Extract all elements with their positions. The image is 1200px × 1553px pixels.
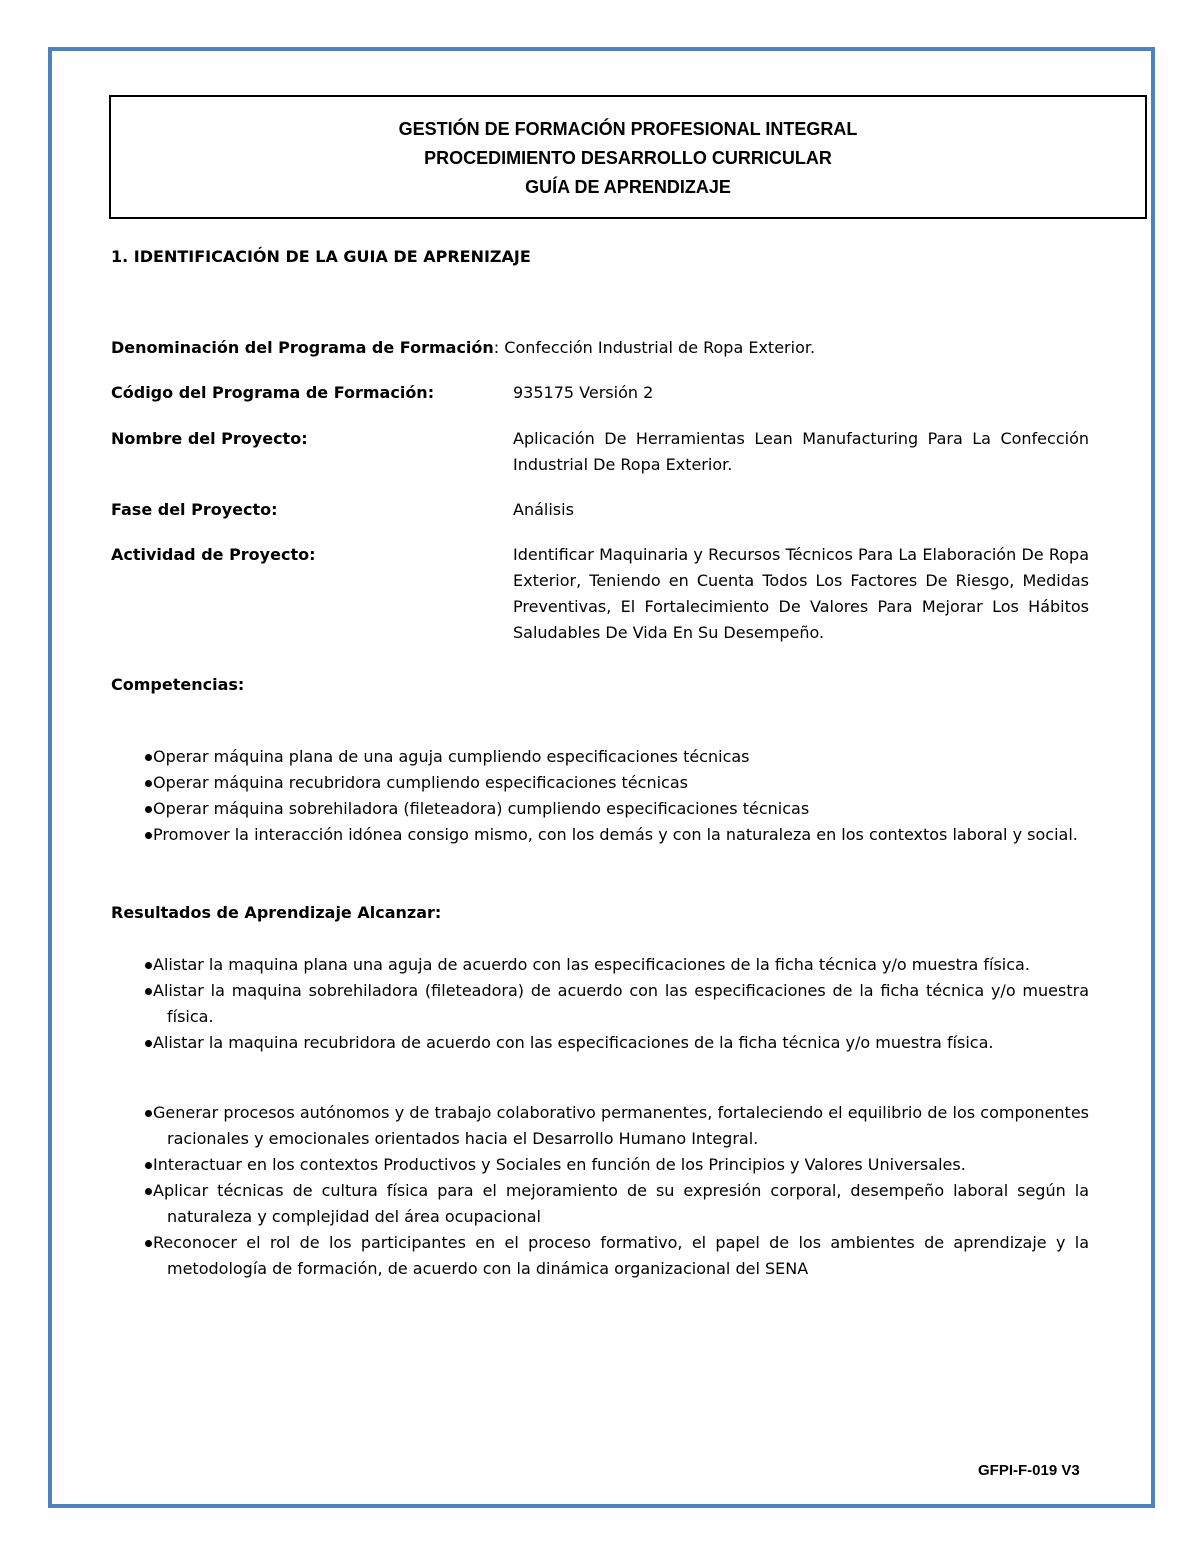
list-item: Alistar la maquina plana una aguja de acuerdo con las especificaciones de la ficha técnica y/o muestra física. — [111, 952, 1089, 978]
bullet-icon — [145, 780, 152, 787]
document-code: GFPI-F-019 V3 — [978, 1462, 1080, 1479]
document-header — [109, 95, 1147, 219]
field-value: 935175 Versión 2 — [513, 383, 654, 402]
list-item: Operar máquina sobrehiladora (fileteadora) cumpliendo especificaciones técnicas — [111, 796, 1089, 822]
bullet-icon — [145, 1110, 152, 1117]
bullet-icon — [145, 806, 152, 813]
bullet-icon — [145, 988, 152, 995]
bullet-icon — [145, 1188, 152, 1195]
header-title-2: PROCEDIMIENTO DESARROLLO CURRICULAR — [424, 148, 832, 168]
list-item: Operar máquina plana de una aguja cumpliendo especificaciones técnicas — [111, 744, 1089, 770]
field-label: Código del Programa de Formación: — [111, 383, 435, 402]
list-item: Promover la interacción idónea consigo mismo, con los demás y con la naturaleza en los contextos laboral y social. — [111, 822, 1089, 848]
bullet-icon — [145, 1240, 152, 1247]
header-title-1: GESTIÓN DE FORMACIÓN PROFESIONAL INTEGRAL — [398, 119, 858, 139]
list-item: Operar máquina recubridora cumpliendo especificaciones técnicas — [111, 770, 1089, 796]
resultados-list-a — [111, 952, 1089, 1056]
competencias-title: Competencias: — [111, 675, 245, 694]
list-item: Alistar la maquina recubridora de acuerdo con las especificaciones de la ficha técnica y/o muestra física. — [111, 1030, 1089, 1056]
list-item: Reconocer el rol de los participantes en el proceso formativo, el papel de los ambientes de aprendizaje y la metodología de formación, de acuerdo con la dinámica organizacional del SENA — [111, 1230, 1089, 1282]
header-title-3: GUÍA DE APRENDIZAJE — [525, 177, 731, 197]
bullet-icon — [145, 962, 152, 969]
field-label: Nombre del Proyecto: — [111, 429, 308, 448]
list-item: Alistar la maquina sobrehiladora (fileteadora) de acuerdo con las especificaciones de la ficha técnica y/o muestra física. — [111, 978, 1089, 1030]
bullet-icon — [145, 1040, 152, 1047]
resultados-list-b — [111, 1100, 1089, 1282]
bullet-icon — [145, 754, 152, 761]
field-label: Actividad de Proyecto: — [111, 545, 316, 564]
list-item: Interactuar en los contextos Productivos y Sociales en función de los Principios y Valores Universales. — [111, 1152, 1089, 1178]
field-value: Análisis — [513, 500, 574, 519]
field-label: Fase del Proyecto: — [111, 500, 278, 519]
bullet-icon — [145, 1162, 152, 1169]
section-title: 1. IDENTIFICACIÓN DE LA GUIA DE APRENIZAJE — [111, 247, 531, 266]
program-value: : Confección Industrial de Ropa Exterior. — [493, 338, 816, 357]
list-item: Generar procesos autónomos y de trabajo colaborativo permanentes, fortaleciendo el equilibrio de los componentes racionales y emocionales orientados hacia el Desarrollo Humano Integral. — [111, 1100, 1089, 1152]
field-value: Aplicación De Herramientas Lean Manufacturing Para La Confección Industrial De Ropa Exterior. — [513, 429, 1089, 474]
competencias-list — [111, 744, 1089, 848]
list-item: Aplicar técnicas de cultura física para el mejoramiento de su expresión corporal, desempeño laboral según la naturaleza y complejidad del área ocupacional — [111, 1178, 1089, 1230]
field-value: Identificar Maquinaria y Recursos Técnicos Para La Elaboración De Ropa Exterior, Teniendo en Cuenta Todos Los Factores De Riesgo, Medidas Preventivas, El Fortalecimiento De Valores Para Mejorar Los Hábitos Saludables De Vida En Su Desempeño. — [513, 545, 1089, 642]
program-label: Denominación del Programa de Formación — [111, 338, 494, 357]
bullet-icon — [145, 832, 152, 839]
program-row — [111, 335, 1089, 361]
resultados-title: Resultados de Aprendizaje Alcanzar: — [111, 903, 442, 922]
